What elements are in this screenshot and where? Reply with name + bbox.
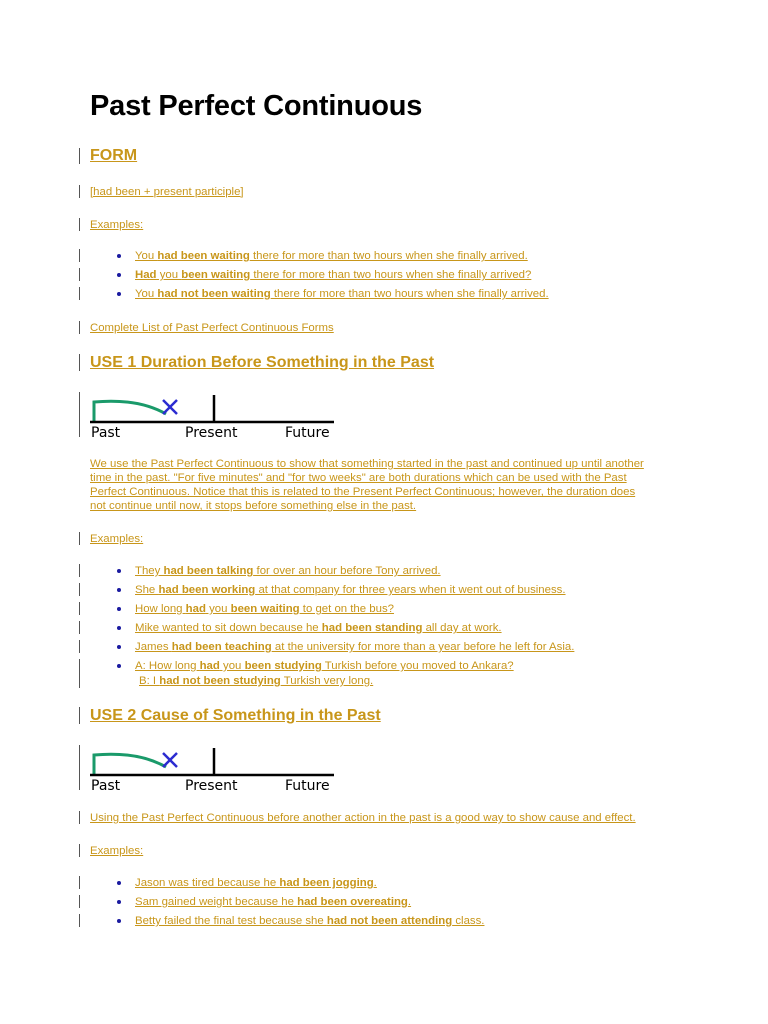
emphasized-verb: been waiting — [230, 603, 300, 615]
example-item[interactable] — [116, 285, 549, 304]
example-item[interactable] — [116, 893, 484, 912]
margin-bar — [79, 287, 80, 300]
margin-bar — [79, 602, 80, 615]
timeline-diagram — [88, 745, 338, 793]
emphasized-verb: Had — [135, 269, 157, 281]
margin-bar — [79, 218, 80, 231]
use1-examples-list — [116, 562, 574, 676]
example-text: A: How long — [135, 660, 200, 672]
example-text: Mike wanted to sit down because he — [135, 622, 322, 634]
example-text: You — [135, 250, 158, 262]
emphasized-verb: had been waiting — [157, 250, 250, 262]
example-text: Betty failed the final test because she — [135, 915, 327, 927]
margin-bar — [79, 745, 80, 790]
emphasized-verb: been studying — [244, 660, 322, 672]
form-formula[interactable]: [had been + present participle] — [90, 186, 244, 198]
present-label: Present — [185, 778, 238, 793]
emphasized-verb: had not been attending — [326, 915, 453, 927]
margin-bar — [79, 811, 80, 824]
use2-examples-list — [116, 874, 484, 931]
emphasized-verb: had been working — [158, 584, 256, 596]
example-text: How long — [135, 603, 186, 615]
complete-list-link[interactable]: Complete List of Past Perfect Continuous Forms — [90, 322, 334, 334]
example-text: you — [219, 660, 245, 672]
future-label: Future — [285, 778, 330, 793]
margin-bar — [79, 249, 80, 262]
emphasized-verb: had been standing — [321, 622, 423, 634]
example-item[interactable] — [116, 912, 484, 931]
use1-example-continuation[interactable] — [139, 674, 373, 688]
form-heading[interactable]: FORM — [90, 147, 138, 164]
future-label: Future — [285, 425, 330, 440]
margin-bar — [79, 914, 80, 927]
example-text: Jason was tired because he — [135, 877, 280, 889]
emphasized-verb: had — [199, 660, 220, 672]
margin-bar — [79, 532, 80, 545]
margin-bar — [79, 148, 80, 164]
form-examples-list — [116, 247, 549, 304]
duration-arc — [94, 754, 166, 775]
example-text: at that company for three years when it went out of business. — [255, 584, 566, 596]
example-text: there for more than two hours when she finally arrived. — [249, 250, 528, 262]
margin-bar — [79, 707, 80, 724]
example-text: B: I — [139, 675, 160, 687]
margin-bar — [79, 640, 80, 653]
example-item[interactable] — [116, 247, 549, 266]
emphasized-verb: had — [185, 603, 206, 615]
use1-heading[interactable]: USE 1 Duration Before Something in the Past — [90, 354, 435, 371]
use1-paragraph-line[interactable]: not continue until now, it stops before something else in the past. — [90, 500, 417, 512]
example-text: They — [135, 565, 164, 577]
emphasized-verb: had been jogging — [279, 877, 374, 889]
example-text: there for more than two hours when she finally arrived. — [270, 288, 549, 300]
example-item[interactable] — [116, 638, 574, 657]
form-examples-label[interactable]: Examples: — [90, 219, 144, 231]
example-item[interactable] — [116, 874, 484, 893]
emphasized-verb: had been talking — [163, 565, 254, 577]
example-text: You — [135, 288, 158, 300]
example-item[interactable] — [116, 619, 574, 638]
emphasized-verb: been waiting — [181, 269, 251, 281]
example-item[interactable] — [116, 581, 574, 600]
margin-bar — [79, 895, 80, 908]
present-label: Present — [185, 425, 238, 440]
use2-heading[interactable]: USE 2 Cause of Something in the Past — [90, 707, 381, 724]
example-text: . — [407, 896, 412, 908]
page-title: Past Perfect Continuous — [90, 90, 423, 122]
example-text: Turkish before you moved to Ankara? — [321, 660, 514, 672]
example-text: there for more than two hours when she finally arrived? — [250, 269, 532, 281]
margin-bar — [79, 392, 80, 437]
duration-arc — [94, 401, 166, 422]
margin-bar — [79, 621, 80, 634]
example-item[interactable] — [116, 562, 574, 581]
use2-paragraph[interactable]: Using the Past Perfect Continuous before another action in the past is a good way to show cause and effect. — [90, 812, 636, 824]
emphasized-verb: had been teaching — [171, 641, 272, 653]
example-text: to get on the bus? — [299, 603, 394, 615]
margin-bar — [79, 659, 80, 688]
timeline-diagram — [88, 392, 338, 440]
emphasized-verb: had been overeating — [297, 896, 408, 908]
example-text: you — [205, 603, 231, 615]
use2-examples-label[interactable]: Examples: — [90, 845, 144, 857]
example-text: Turkish very long. — [280, 675, 374, 687]
example-text: you — [156, 269, 182, 281]
example-text: She — [135, 584, 159, 596]
past-label: Past — [91, 778, 121, 793]
past-label: Past — [91, 425, 121, 440]
margin-bar — [79, 354, 80, 371]
example-item[interactable] — [116, 266, 549, 285]
margin-bar — [79, 844, 80, 857]
use1-paragraph-line[interactable]: time in the past. "For five minutes" and "for two weeks" are both durations which can be used with the Past — [90, 472, 627, 484]
example-text: class. — [452, 915, 485, 927]
use1-paragraph-line[interactable]: Perfect Continuous. Notice that this is related to the Present Perfect Continuous; however, the duration does — [90, 486, 636, 498]
use1-paragraph-line[interactable]: We use the Past Perfect Continuous to show that something started in the past and continued up until another — [90, 458, 644, 470]
example-item[interactable] — [116, 600, 574, 619]
margin-bar — [79, 185, 80, 198]
margin-bar — [79, 268, 80, 281]
example-text: at the university for more than a year before he left for Asia. — [271, 641, 575, 653]
margin-bar — [79, 564, 80, 577]
example-text: all day at work. — [422, 622, 502, 634]
example-text: Sam gained weight because he — [135, 896, 298, 908]
margin-bar — [79, 321, 80, 334]
example-text: . — [373, 877, 377, 889]
margin-bar — [79, 876, 80, 889]
emphasized-verb: had not been waiting — [157, 288, 271, 300]
example-text: James — [135, 641, 172, 653]
example-text: for over an hour before Tony arrived. — [253, 565, 441, 577]
emphasized-verb: had not been studying — [159, 675, 281, 687]
use1-examples-label[interactable]: Examples: — [90, 533, 144, 545]
margin-bar — [79, 583, 80, 596]
